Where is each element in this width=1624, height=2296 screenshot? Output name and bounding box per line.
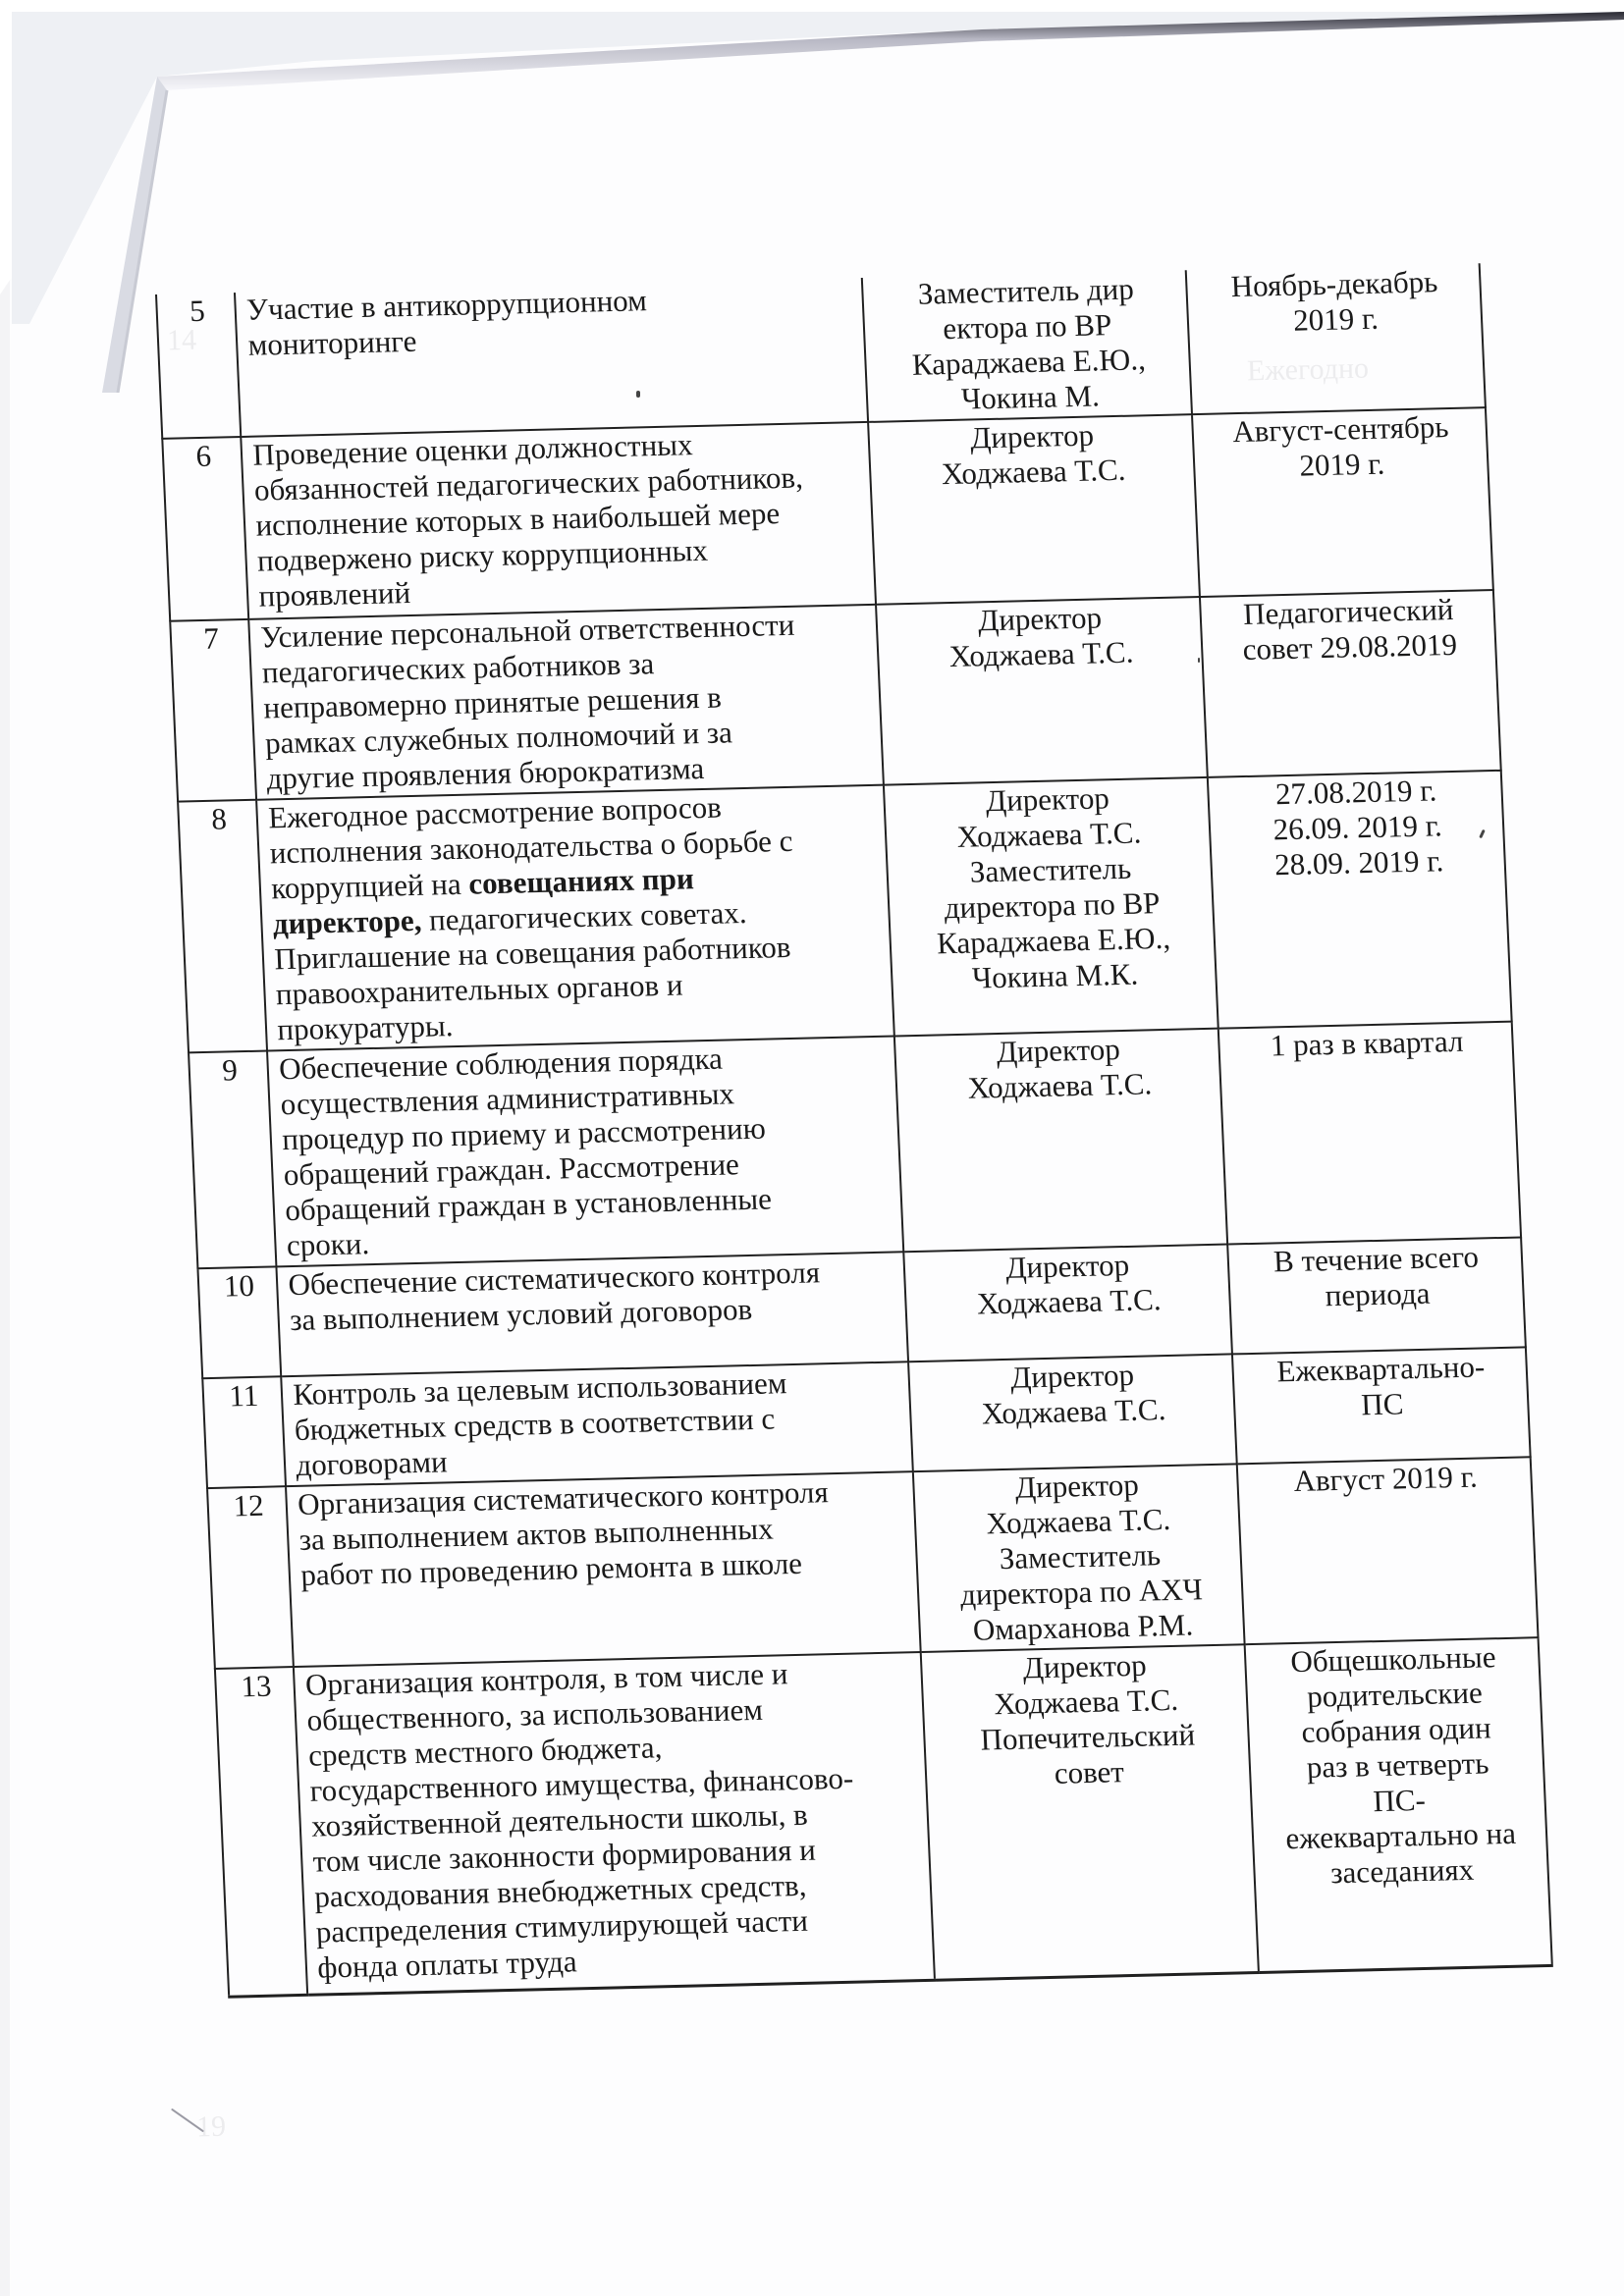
table-row <box>215 1637 1552 1997</box>
responsible-line: Заместитель <box>999 1537 1162 1576</box>
responsible-cell <box>868 414 1200 605</box>
responsible-line: Заместитель дир <box>917 271 1135 311</box>
bleed-through-text: 14 <box>166 323 197 357</box>
date-line: В течение всего <box>1272 1239 1480 1279</box>
date-line: ПС- <box>1372 1782 1427 1819</box>
date-cell <box>1192 407 1493 597</box>
responsible-line: директора по АХЧ <box>959 1572 1204 1613</box>
date-line: 2019 г. <box>1298 446 1385 483</box>
activity-line: Обеспечение систематического контроля <box>287 1255 821 1303</box>
date-line: родительские <box>1306 1675 1484 1714</box>
responsible-line: Директор <box>1004 1247 1130 1285</box>
responsible-line: Попечительский <box>979 1717 1196 1757</box>
activity-line: том числе законности формирования и <box>311 1832 817 1879</box>
responsible-line: Директор <box>1022 1647 1148 1685</box>
responsible-line: Директор <box>1014 1467 1140 1505</box>
activity-line: распределения стимулирующей части <box>315 1902 809 1949</box>
date-cell <box>1186 263 1486 414</box>
date-cell <box>1227 1237 1526 1354</box>
table-row <box>170 590 1500 802</box>
row-number: 11 <box>202 1376 286 1488</box>
activity-line: Ежегодное рассмотрение вопросов <box>267 789 723 835</box>
activity-cell <box>242 422 877 619</box>
responsible-line: Ходжаева Т.С. <box>976 1282 1163 1321</box>
date-line: совет 29.08.2019 <box>1241 626 1458 667</box>
responsible-line: Чокина М.К. <box>971 956 1139 995</box>
responsible-line: Ходжаева Т.С. <box>981 1392 1167 1431</box>
row-number: 13 <box>215 1667 308 1997</box>
activity-line: государственного имущества, финансово- <box>308 1760 854 1808</box>
responsible-line: Ходжаева Т.С. <box>966 1066 1153 1105</box>
activity-line: педагогических работников за <box>261 646 655 690</box>
date-line: ежеквартально на <box>1284 1815 1517 1856</box>
responsible-cell <box>884 777 1218 1037</box>
activity-line: осуществления административных <box>279 1076 735 1122</box>
responsible-line: Ходжаева Т.С. <box>941 452 1127 492</box>
activity-line: мониторинге <box>246 323 418 362</box>
activity-line: проявлений <box>257 574 411 614</box>
date-cell <box>1200 590 1501 777</box>
table-row <box>189 1022 1521 1269</box>
activity-line: Проведение оценки должностных <box>251 427 694 472</box>
activity-line: другие проявления бюрократизма <box>265 750 705 796</box>
date-line: 1 раз в квартал <box>1270 1023 1465 1063</box>
activity-line: Приглашение на совещания работников <box>273 929 792 977</box>
activity-cell <box>249 605 885 800</box>
activity-line: Обеспечение соблюдения порядка <box>278 1041 724 1087</box>
date-line: 28.09. 2019 г. <box>1273 843 1444 882</box>
activity-line: исполнения законодательства о борьбе с <box>269 823 794 871</box>
activity-line: средств местного бюджета, <box>307 1730 663 1773</box>
activity-cell <box>286 1471 921 1667</box>
activity-cell <box>256 785 894 1051</box>
responsible-cell <box>913 1464 1245 1652</box>
activity-line: за выполнением актов выполненных <box>298 1511 775 1557</box>
activity-line: Организация систематического контроля <box>297 1474 830 1522</box>
activity-line: процедур по приему и рассмотрению <box>281 1110 767 1157</box>
activity-line: Контроль за целевым использованием <box>292 1365 788 1412</box>
activity-line: работ по проведению ремонта в школе <box>299 1545 803 1592</box>
row-number: 8 <box>178 800 267 1053</box>
activity-line: рамках служебных полномочий и за <box>264 715 733 761</box>
activity-line: исполнение которых в наибольшей мере <box>254 496 781 543</box>
responsible-line: Директор <box>969 417 1095 455</box>
date-cell <box>1245 1637 1552 1972</box>
activity-line: фонда оплаты труда <box>316 1944 578 1985</box>
responsible-cell <box>894 1029 1227 1253</box>
plan-table-container <box>155 263 1553 1999</box>
activity-line: за выполнением условий договоров <box>289 1291 753 1338</box>
activity-cell <box>294 1652 935 1995</box>
date-cell <box>1237 1457 1539 1644</box>
row-number: 5 <box>156 293 242 439</box>
date-cell <box>1208 771 1512 1029</box>
date-line: Ноябрь-декабрь <box>1229 264 1438 304</box>
row-number: 12 <box>207 1486 294 1669</box>
responsible-line: Чокина М. <box>960 378 1101 416</box>
date-line: 2019 г. <box>1292 300 1380 338</box>
date-line: Ежеквартально- <box>1275 1349 1486 1389</box>
responsible-line: Директор <box>977 600 1103 638</box>
activity-line: подвержено риску коррупционных <box>256 532 709 578</box>
activity-line: прокуратуры. <box>276 1008 455 1047</box>
responsible-line: ектора по ВР <box>942 307 1112 347</box>
date-line: ПС <box>1360 1386 1405 1422</box>
row-number: 7 <box>170 619 256 802</box>
row-number: 10 <box>197 1266 281 1378</box>
activity-line: расходования внебюджетных средств, <box>313 1867 808 1914</box>
activity-line: хозяйственной деятельности школы, в <box>310 1796 809 1843</box>
activity-cell <box>235 278 868 437</box>
date-line: раз в четверть <box>1306 1745 1490 1785</box>
activity-line: Усиление персональной ответственности <box>259 607 795 655</box>
activity-bold-text: директоре, <box>272 902 423 941</box>
date-line: периода <box>1324 1275 1432 1313</box>
responsible-line: Омарханова Р.М. <box>972 1607 1194 1647</box>
responsible-line: Караджаева Е.Ю., <box>911 342 1147 382</box>
date-line: заседаниях <box>1329 1851 1475 1891</box>
responsible-line: Заместитель <box>969 850 1132 889</box>
date-line: Август 2019 г. <box>1292 1459 1479 1499</box>
activity-line: обращений граждан. Рассмотрение <box>283 1147 740 1193</box>
date-line: Педагогический <box>1242 591 1455 631</box>
responsible-cell <box>904 1245 1232 1362</box>
responsible-line: Ходжаева Т.С. <box>955 815 1142 854</box>
activity-line: Организация контроля, в том числе и <box>304 1656 789 1702</box>
activity-line: сроки. <box>286 1226 370 1263</box>
activity-line: Участие в антикоррупционном <box>245 283 648 327</box>
date-line: Август-сентябрь <box>1231 409 1450 450</box>
activity-line: общественного, за использованием <box>305 1691 764 1737</box>
activity-line: обязанностей педагогических работников, <box>253 459 804 507</box>
responsible-line: директора по ВР <box>943 885 1162 926</box>
activity-bold-text: совещаниях при <box>467 861 695 901</box>
responsible-line: Ходжаева Т.С. <box>948 634 1135 674</box>
row-number: 6 <box>162 437 248 621</box>
responsible-line: Ходжаева Т.С. <box>993 1682 1179 1722</box>
date-line: собрания один <box>1300 1710 1492 1749</box>
activity-text: педагогических советах. <box>420 894 748 937</box>
responsible-line: Директор <box>1009 1357 1135 1395</box>
activity-cell <box>267 1036 903 1266</box>
plan-table <box>155 263 1553 1999</box>
row-number: 9 <box>189 1051 277 1269</box>
activity-line: правоохранительных органов и <box>275 967 684 1012</box>
date-line: Общешкольные <box>1289 1639 1497 1680</box>
activity-cell <box>282 1362 914 1486</box>
bleed-through-text: 19 <box>195 2109 227 2144</box>
responsible-cell <box>908 1354 1236 1471</box>
responsible-cell <box>876 597 1208 785</box>
table-row <box>178 771 1512 1053</box>
date-line: 26.09. 2019 г. <box>1272 808 1443 847</box>
date-cell <box>1232 1347 1531 1464</box>
activity-line: договорами <box>295 1444 449 1482</box>
activity-line: бюджетных средств в соответствии с <box>294 1401 776 1447</box>
activity-line: неправомерно принятые решения в <box>262 679 723 725</box>
bleed-through-text: Ежегодно <box>1246 351 1370 388</box>
activity-line: обращений граждан в установленные <box>284 1181 773 1228</box>
responsible-line: Директор <box>985 780 1110 819</box>
responsible-line: Ходжаева Т.С. <box>985 1501 1171 1541</box>
date-cell <box>1218 1022 1521 1245</box>
responsible-line: совет <box>1054 1754 1125 1790</box>
responsible-cell <box>862 270 1192 422</box>
responsible-line: Караджаева Е.Ю., <box>936 920 1171 961</box>
activity-text: коррупцией на <box>270 866 470 906</box>
responsible-cell <box>921 1644 1259 1980</box>
table-row <box>162 407 1493 621</box>
date-line: 27.08.2019 г. <box>1274 773 1437 812</box>
table-row <box>207 1457 1538 1669</box>
activity-cell <box>277 1252 909 1376</box>
responsible-line: Директор <box>996 1032 1121 1070</box>
